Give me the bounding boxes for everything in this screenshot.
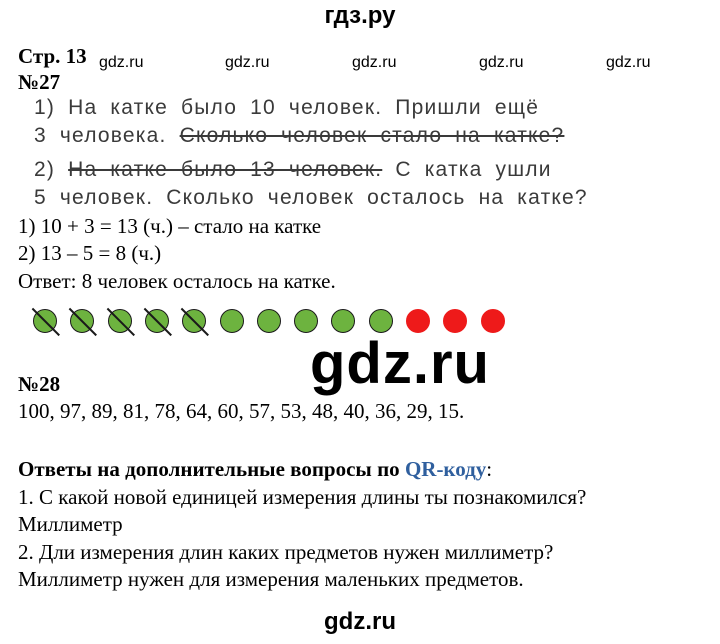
- task-27-problem-1-line-2: [34, 124, 564, 148]
- green-circle: [33, 309, 57, 333]
- qr-link[interactable]: QR-коду: [404, 457, 487, 481]
- qr-answer-2: Миллиметр нужен для измерения маленьких предметов.: [18, 567, 524, 591]
- green-circle: [257, 309, 281, 333]
- task-28-sequence: 100, 97, 89, 81, 78, 64, 60, 57, 53, 48, 40, 36, 29, 15.: [18, 399, 465, 423]
- watermark: gdz.ru: [479, 54, 524, 71]
- green-circle: [182, 309, 206, 333]
- watermark: gdz.ru: [225, 54, 270, 71]
- answer-line: Ответ: 8 человек осталось на катке.: [18, 269, 336, 293]
- problem-2-text: С катка ушли: [395, 158, 552, 181]
- watermark: gdz.ru: [606, 54, 651, 71]
- page-label: Стр. 13: [18, 44, 87, 68]
- watermark-large: gdz.ru: [310, 331, 490, 396]
- task-27-number: №27: [18, 70, 61, 94]
- task-27-problem-1-text: 3 человека.: [34, 124, 167, 147]
- green-circle: [220, 309, 244, 333]
- site-footer: gdz.ru: [324, 608, 396, 635]
- task-28-number: №28: [18, 372, 61, 396]
- struck-condition: На катке было 13 человек.: [68, 158, 383, 181]
- qr-heading: [18, 457, 492, 482]
- green-circle: [70, 309, 94, 333]
- cross-out-line: [181, 308, 209, 336]
- struck-question: Сколько человек стало на катке?: [179, 124, 565, 147]
- cross-out-line: [107, 308, 135, 336]
- cross-out-line: [69, 308, 97, 336]
- task-27-problem-2-line-1: [34, 158, 552, 182]
- qr-question-1: 1. С какой новой единицей измерения длины ты познакомился?: [18, 485, 587, 509]
- cross-out-line: [144, 308, 172, 336]
- qr-heading-colon: :: [486, 457, 493, 481]
- task-27-problem-2-line-2: 5 человек. Сколько человек осталось на катке?: [34, 186, 588, 209]
- solution-line-1: 1) 10 + 3 = 13 (ч.) – стало на катке: [18, 214, 322, 238]
- green-circle: [145, 309, 169, 333]
- watermark: gdz.ru: [99, 54, 144, 71]
- solution-line-2: 2) 13 – 5 = 8 (ч.): [18, 241, 162, 265]
- task-27-problem-1-line-1: 1) На катке было 10 человек. Пришли ещё: [34, 96, 540, 119]
- problem-2-prefix: 2): [34, 158, 56, 181]
- site-header: гдз.ру: [324, 2, 396, 29]
- watermark: gdz.ru: [352, 54, 397, 71]
- green-circle: [108, 309, 132, 333]
- qr-heading-text: Ответы на дополнительные вопросы по: [18, 457, 405, 481]
- cross-out-line: [32, 308, 60, 336]
- qr-question-2: 2. Дли измерения длин каких предметов нужен миллиметр?: [18, 540, 554, 564]
- qr-answer-1: Миллиметр: [18, 512, 123, 536]
